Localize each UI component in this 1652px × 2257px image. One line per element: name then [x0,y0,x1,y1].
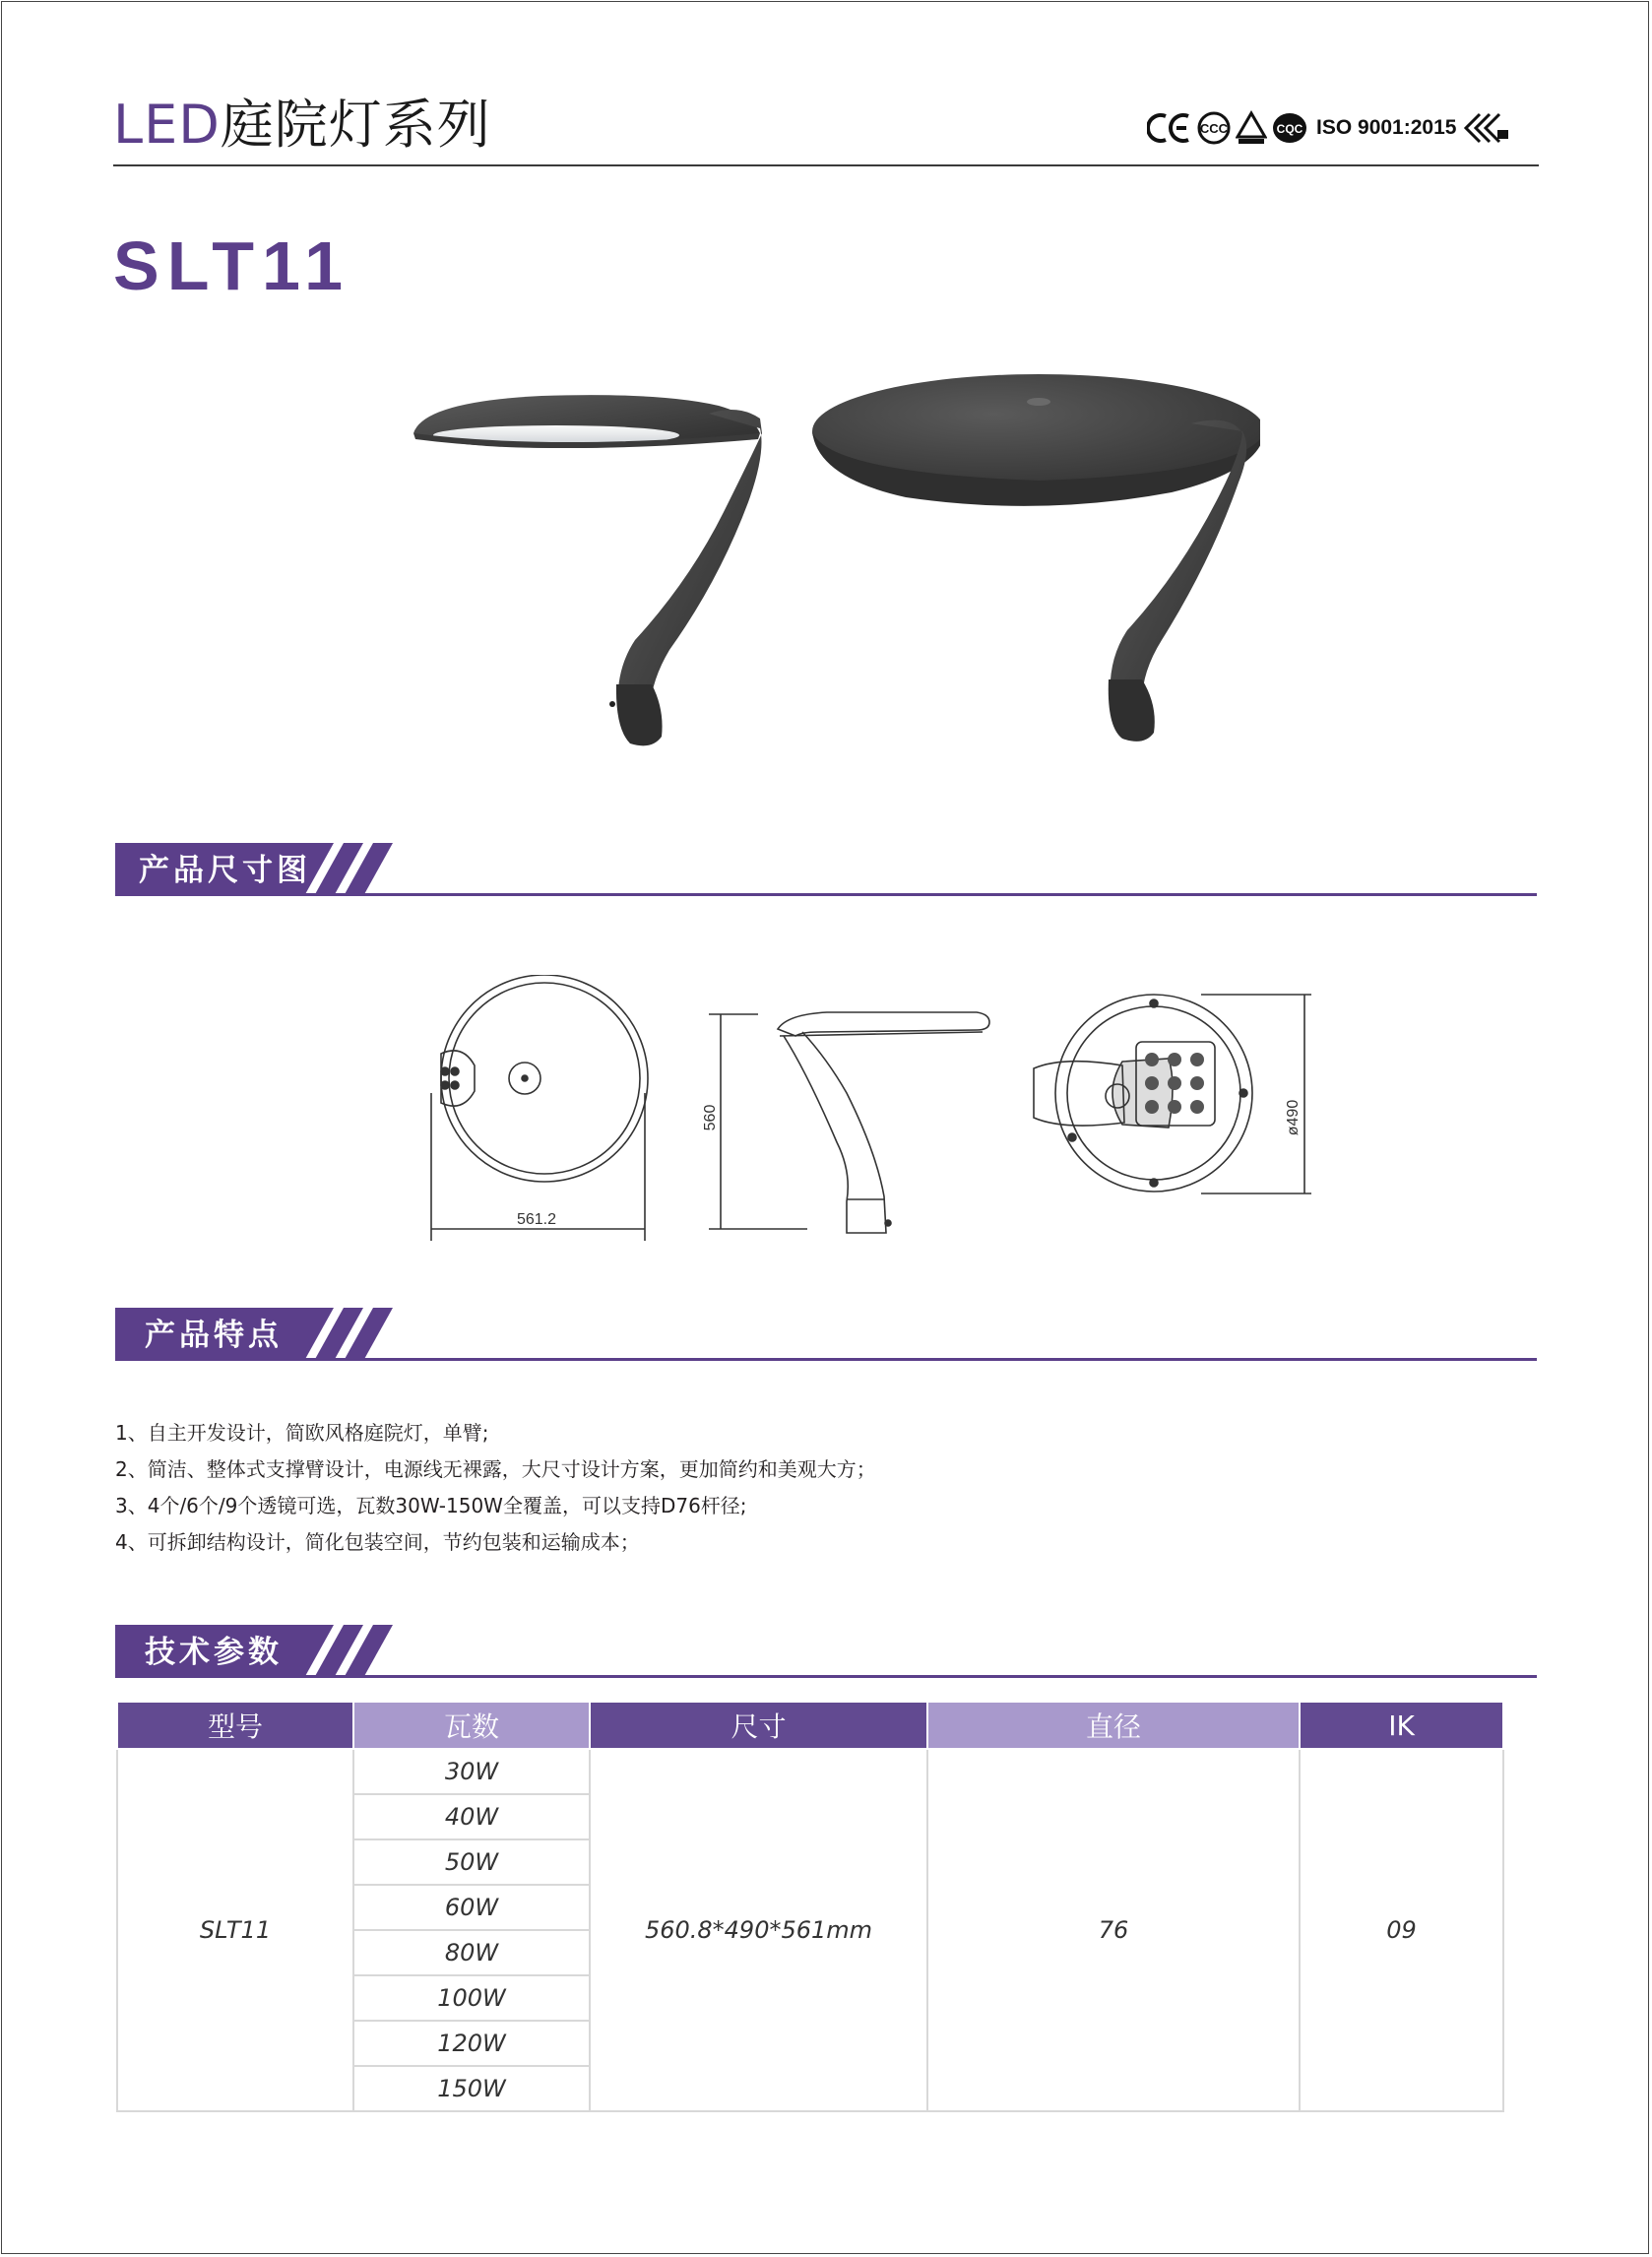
height-dimension-label: 560 [702,1104,719,1131]
side-view-drawing [709,1012,989,1233]
safety-triangle-icon [1236,110,1267,146]
column-header-diameter: 直径 [927,1702,1300,1749]
cell-wattage: 60W [353,1885,590,1930]
table-header-row [117,1702,1503,1749]
section-header-specs [115,1625,1537,1680]
dimension-drawings [413,975,1319,1260]
cell-wattage: 40W [353,1794,590,1839]
spec-table [116,1701,1504,2112]
model-title: SLT11 [113,227,351,304]
section-rule [115,1358,1537,1361]
energy-label-icon [1460,110,1509,146]
header-divider [113,164,1539,166]
iso-certification: ISO 9001:2015 [1316,116,1457,139]
svg-text:CCC: CCC [1199,121,1229,136]
ce-mark-icon [1147,111,1192,145]
cell-wattage: 150W [353,2066,590,2111]
section-title: 产品特点 [145,1318,283,1353]
lamp-photo-front [413,395,762,745]
bottom-view-drawing [1034,995,1311,1193]
column-header-size: 尺寸 [590,1702,927,1749]
feature-item: 2、简洁、整体式支撑臂设计，电源线无裸露，大尺寸设计方案，更加简约和美观大方； [115,1457,876,1481]
cell-wattage: 120W [353,2021,590,2066]
cell-wattage: 80W [353,1930,590,1975]
series-title-led: LED [113,94,221,156]
lamp-photo-rear [812,374,1260,742]
feature-list [115,1415,1493,1561]
section-title: 技术参数 [145,1635,283,1670]
cqc-mark-icon [1271,110,1308,146]
ccc-mark-icon [1196,110,1232,146]
product-photos [394,355,1260,748]
feature-item: 1、自主开发设计，简欧风格庭院灯，单臂; [115,1421,489,1445]
cell-ik: 09 [1300,1749,1503,2111]
table-row [117,1749,1503,1794]
section-rule [115,1675,1537,1678]
svg-text:CQC: CQC [1276,122,1303,136]
top-view-drawing [431,975,648,1241]
cell-wattage: 30W [353,1749,590,1794]
width-dimension-label: 561.2 [516,1211,557,1228]
series-title [113,91,491,160]
section-title: 产品尺寸图 [139,853,311,888]
cell-size: 560.8*490*561mm [590,1749,927,2111]
column-header-model: 型号 [117,1702,353,1749]
feature-item: 4、可拆卸结构设计，简化包装空间，节约包装和运输成本； [115,1530,640,1554]
section-header-dimensions [115,843,1537,898]
column-header-wattage: 瓦数 [353,1702,590,1749]
cell-wattage: 50W [353,1839,590,1885]
cell-diameter: 76 [927,1749,1300,2111]
cell-model: SLT11 [117,1749,353,2111]
cell-wattage: 100W [353,1975,590,2021]
column-header-ik: IK [1300,1702,1503,1749]
feature-item: 3、4个/6个/9个透镜可选，瓦数30W-150W全覆盖，可以支持D76杆径; [115,1494,747,1517]
certification-marks [1147,106,1509,150]
diameter-dimension-label: ø490 [1285,1099,1302,1136]
section-rule [115,893,1537,896]
series-title-text: 庭院灯系列 [220,94,491,156]
section-header-features [115,1308,1537,1363]
